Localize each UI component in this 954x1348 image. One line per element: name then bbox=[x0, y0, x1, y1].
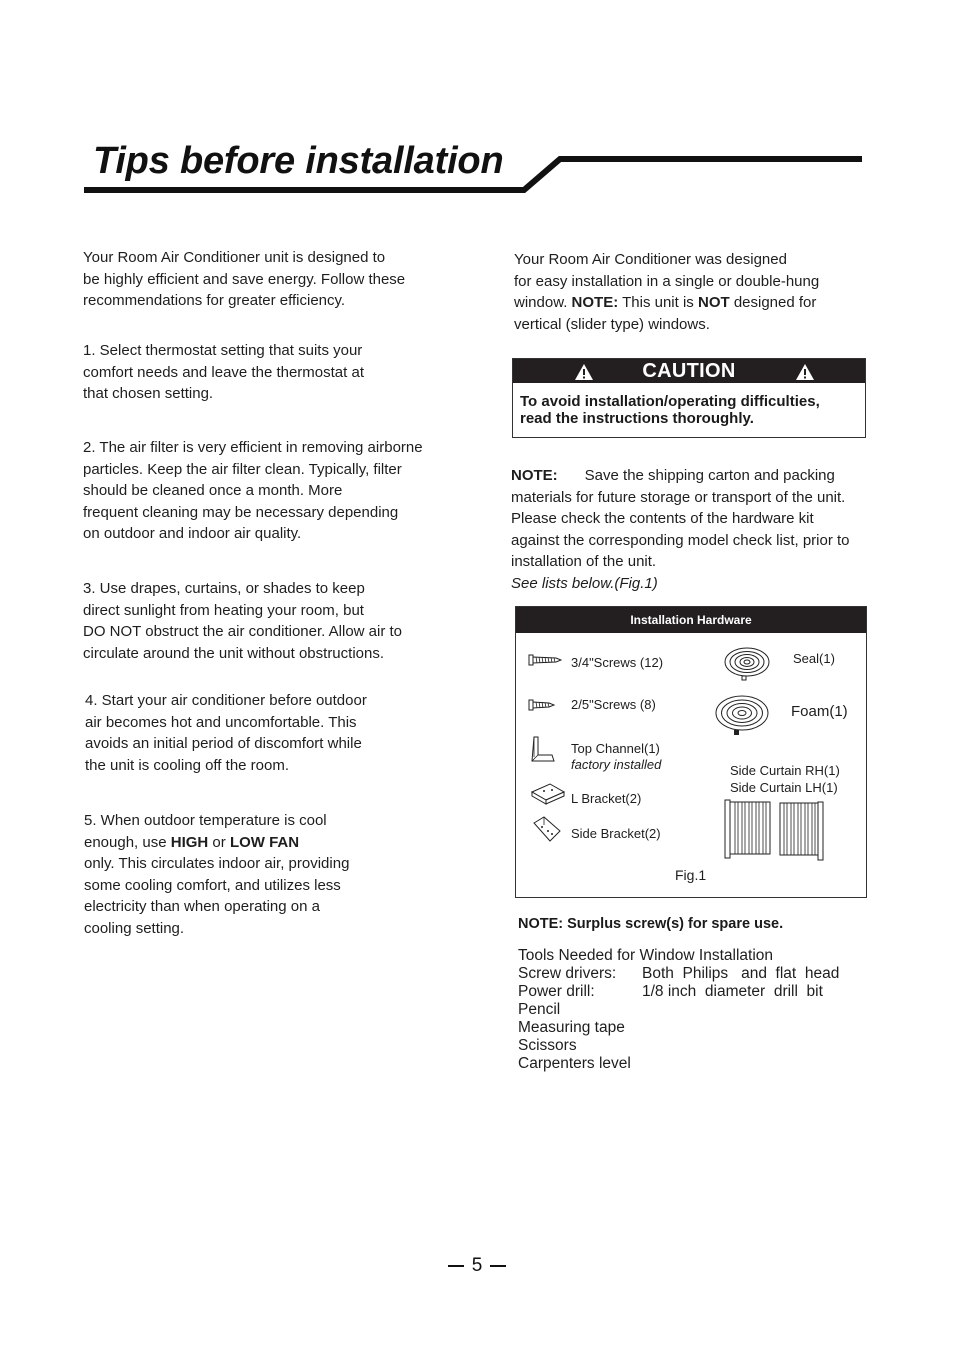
tip-5 bbox=[84, 810, 349, 939]
tool-name: Measuring tape bbox=[518, 1019, 625, 1036]
side-bracket-icon bbox=[532, 815, 562, 843]
text-line: avoids an initial period of discomfort while bbox=[85, 735, 362, 752]
text-line: recommendations for greater efficiency. bbox=[83, 292, 346, 309]
text-line: that chosen setting. bbox=[83, 385, 214, 402]
text-fragment: designed for bbox=[729, 294, 817, 311]
tool-row bbox=[518, 1019, 858, 1037]
text-line: To avoid installation/operating difficulties, bbox=[520, 393, 820, 410]
text-line: 1. Select thermostat setting that suits your bbox=[83, 342, 363, 359]
text-line: materials for future storage or transport of the unit. bbox=[511, 488, 846, 506]
long-screw-icon bbox=[528, 652, 562, 668]
text-line: direct sunlight from heating your room, but bbox=[83, 601, 364, 619]
dash-decoration bbox=[448, 1265, 464, 1267]
text-fragment: enough, use bbox=[84, 833, 171, 851]
page-title: Tips before installation bbox=[93, 140, 504, 182]
top-channel-icon bbox=[530, 735, 556, 763]
text-line: the unit is cooling off the room. bbox=[85, 756, 290, 774]
low-fan-emphasis: LOW FAN bbox=[229, 833, 300, 851]
text-line bbox=[84, 832, 349, 854]
text-line: 2. The air filter is very efficient in removing airborne bbox=[83, 439, 423, 456]
text-line: air becomes hot and uncomfortable. This bbox=[85, 713, 357, 731]
caution-message bbox=[513, 383, 865, 427]
text-fragment: or bbox=[208, 833, 230, 851]
short-screw-icon bbox=[528, 697, 556, 713]
text-line: should be cleaned once a month. More bbox=[83, 482, 343, 499]
tool-name: Carpenters level bbox=[518, 1055, 631, 1072]
text-line bbox=[511, 465, 850, 487]
caution-box bbox=[512, 358, 866, 438]
text-line bbox=[514, 292, 819, 314]
high-emphasis: HIGH bbox=[170, 833, 209, 851]
text-line: Please check the contents of the hardware kit bbox=[511, 510, 814, 528]
tool-name: Pencil bbox=[518, 1001, 561, 1018]
foam-coil-icon bbox=[714, 693, 770, 739]
text-line: frequent cleaning may be necessary depending bbox=[83, 503, 399, 521]
tool-detail: Both Philips and flat head bbox=[642, 965, 840, 982]
see-lists-reference: See lists below.(Fig.1) bbox=[511, 574, 658, 592]
text-line: on outdoor and indoor air quality. bbox=[83, 525, 302, 542]
intro-paragraph bbox=[83, 247, 405, 312]
l-bracket-icon bbox=[530, 782, 566, 806]
side-bracket-label: Side Bracket(2) bbox=[571, 826, 661, 841]
text-line: 4. Start your air conditioner before outdoor bbox=[85, 692, 367, 709]
tool-row bbox=[518, 1001, 858, 1019]
surplus-screw-note: NOTE: Surplus screw(s) for spare use. bbox=[518, 916, 784, 932]
caution-header bbox=[513, 359, 865, 383]
side-curtain-lh-icon bbox=[778, 801, 828, 861]
tool-row bbox=[518, 1037, 858, 1055]
tool-row bbox=[518, 1055, 858, 1073]
tool-name: Power drill: bbox=[518, 983, 595, 1000]
page-number-value: 5 bbox=[471, 1255, 483, 1276]
text-line: only. This circulates indoor air, providing bbox=[84, 855, 350, 872]
text-line: cooling setting. bbox=[84, 919, 185, 937]
note-paragraph bbox=[511, 465, 850, 595]
text-line: particles. Keep the air filter clean. Typically, filter bbox=[83, 460, 402, 478]
tool-name: Scissors bbox=[518, 1037, 577, 1054]
screws-34-label: 3/4"Screws (12) bbox=[571, 655, 664, 670]
text-line: 3. Use drapes, curtains, or shades to keep bbox=[83, 580, 365, 597]
seal-coil-icon bbox=[722, 645, 772, 685]
text-fragment: This unit is bbox=[618, 294, 698, 311]
text-line: be highly efficient and save energy. Follow these bbox=[83, 270, 406, 288]
tip-3 bbox=[83, 578, 402, 664]
seal-label: Seal(1) bbox=[793, 651, 835, 666]
warning-icon bbox=[795, 363, 815, 381]
right-intro-paragraph bbox=[514, 249, 819, 335]
factory-installed-note: factory installed bbox=[571, 757, 662, 772]
text-line: for easy installation in a single or double-hung bbox=[514, 272, 820, 290]
tool-row bbox=[518, 965, 858, 983]
note-emphasis: NOTE: bbox=[571, 294, 619, 311]
text-fragment: Save the shipping carton and packing bbox=[584, 467, 835, 484]
text-line: comfort needs and leave the thermostat at bbox=[83, 363, 364, 381]
tip-2 bbox=[83, 437, 423, 545]
screws-25-label: 2/5"Screws (8) bbox=[571, 697, 656, 712]
text-line: Your Room Air Conditioner unit is designed to bbox=[83, 249, 386, 266]
top-channel-label: Top Channel(1) bbox=[571, 741, 660, 756]
text-line: 5. When outdoor temperature is cool bbox=[84, 812, 327, 829]
figure-caption: Fig.1 bbox=[675, 867, 707, 883]
text-line: circulate around the unit without obstructions. bbox=[83, 644, 385, 662]
hardware-header: Installation Hardware bbox=[516, 607, 866, 633]
foam-label: Foam(1) bbox=[791, 703, 848, 720]
tip-4 bbox=[85, 690, 367, 776]
caution-label: CAUTION bbox=[642, 360, 736, 382]
tool-detail: 1/8 inch diameter drill bit bbox=[642, 983, 823, 1000]
text-line: against the corresponding model check list, prior to bbox=[511, 531, 850, 549]
text-line: some cooling comfort, and utilizes less bbox=[84, 876, 341, 894]
tool-name: Screw drivers: bbox=[518, 965, 617, 982]
not-emphasis: NOT bbox=[697, 294, 730, 311]
tools-list bbox=[518, 947, 858, 1073]
text-fragment: window. bbox=[514, 294, 572, 311]
side-curtain-rh-label: Side Curtain RH(1) bbox=[730, 763, 840, 778]
tip-1 bbox=[83, 340, 364, 405]
text-line: read the instructions thoroughly. bbox=[520, 410, 754, 427]
l-bracket-label: L Bracket(2) bbox=[571, 791, 642, 806]
text-line: Your Room Air Conditioner was designed bbox=[514, 251, 787, 268]
note-label: NOTE: bbox=[511, 467, 558, 484]
text-line: electricity than when operating on a bbox=[84, 898, 320, 915]
tools-heading: Tools Needed for Window Installation bbox=[518, 947, 774, 964]
text-line: installation of the unit. bbox=[511, 553, 657, 571]
tool-row bbox=[518, 983, 858, 1001]
side-curtain-lh-label: Side Curtain LH(1) bbox=[730, 780, 838, 795]
installation-hardware-figure bbox=[515, 606, 867, 898]
text-line: DO NOT obstruct the air conditioner. Allow air to bbox=[83, 623, 403, 640]
page-number bbox=[0, 1255, 954, 1277]
text-line: vertical (slider type) windows. bbox=[514, 315, 710, 333]
dash-decoration bbox=[490, 1265, 506, 1267]
side-curtain-rh-icon bbox=[722, 799, 774, 859]
